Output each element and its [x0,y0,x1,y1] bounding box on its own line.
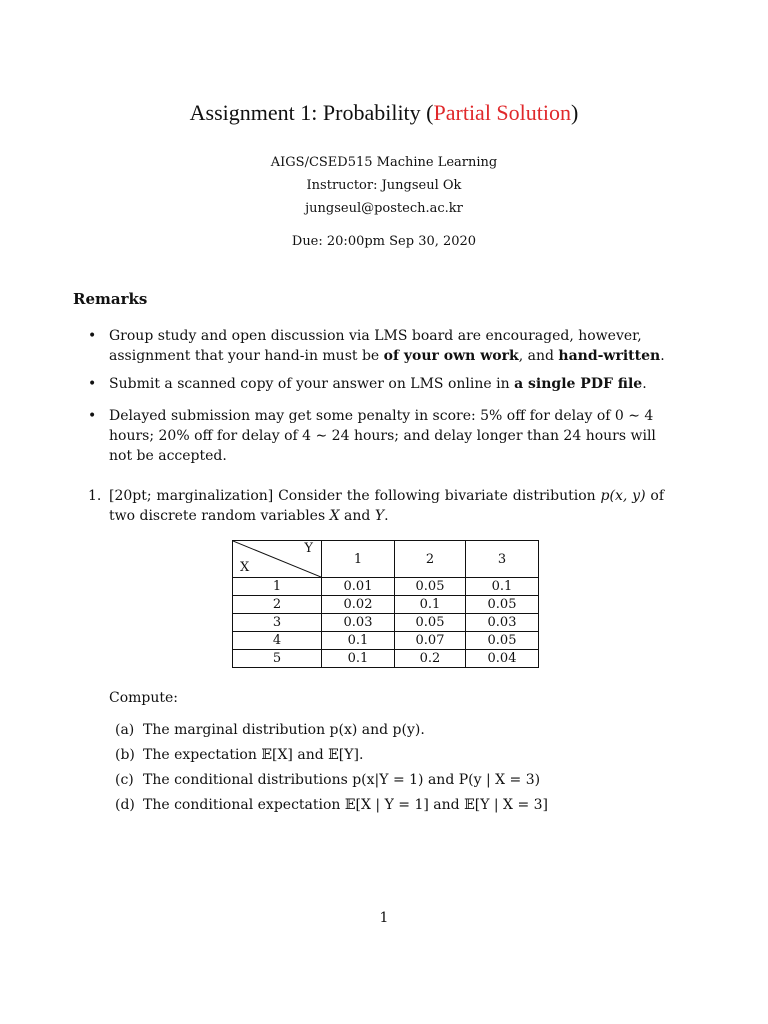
bullet-icon: • [88,376,97,392]
table-row [233,650,539,668]
row-header: 2 [233,596,322,614]
remarks-heading: Remarks [73,290,148,308]
column-header: 3 [466,541,539,578]
subquestion-a: (a) The marginal distribution p(x) and p(y). [115,722,425,738]
table-cell: 0.04 [466,650,539,668]
partial-solution-label: Partial Solution [433,100,571,125]
corner-y-label: Y [304,541,313,556]
distribution-table [232,540,539,668]
question-number: 1. [88,488,102,504]
column-header: 1 [322,541,395,578]
table-cell: 0.1 [322,650,395,668]
table-cell: 0.05 [466,632,539,650]
table-cell: 0.2 [395,650,466,668]
bullet-icon: • [88,328,97,344]
document-title: Assignment 1: Probability (Partial Solution) [189,100,579,125]
table-cell: 0.1 [466,578,539,596]
subquestion-d: (d) The conditional expectation 𝔼[X | Y = 1] and 𝔼[Y | X = 3] [115,797,549,813]
table-cell: 0.05 [395,614,466,632]
subquestion-c: (c) The conditional distributions p(x|Y = 1) and P(y | X = 3) [115,772,541,788]
table-cell: 0.1 [322,632,395,650]
table-cell: 0.03 [466,614,539,632]
table-cell: 0.02 [322,596,395,614]
table-cell: 0.1 [395,596,466,614]
table-cell: 0.01 [322,578,395,596]
instructor-email: jungseul@postech.ac.kr [305,201,463,216]
compute-label: Compute: [109,690,179,706]
bullet-icon: • [88,408,97,424]
column-header: 2 [395,541,466,578]
row-header: 5 [233,650,322,668]
document-page: Assignment 1: Probability (Partial Solution) AIGS/CSED515 Machine Learning Instructor: Jungseul Ok jungseul@postech.ac.kr Due: 20:00pm Sep 30, 2020 Remarks • Group study and open discussion via LMS board are encouraged, however, assignment that your hand-in must be of your own work, and hand-written. • Submit a scanned copy of your answer on LMS online in a single PDF file. • Delayed submission may get some penalty in score: 5% off for delay of 0 ∼ 4 hours; 20% off for delay of 4 ∼ 24 hours; and delay longer than 24 hours will not be accepted. 1. [20pt; marginalization] Consider the following bivariate distribution p(x, y) of two discrete random variables X and Y. Y X 1 2 3 1 0.01 0.05 0.1 2 0.02 0.1 0.05 3 0.03 0.05 0.03 4 0.1 0.07 0.05 5 0.1 0.2 0.04 Compute: (a) The marginal distribution p(x) and p(y). (b) The expectation 𝔼[X] and 𝔼[Y]. (c) The conditional distributions p(x|Y = 1) and P(y | X = 3) (d) The conditional expectation 𝔼[X | Y = 1] and 𝔼[Y | X = 3] 1 [0,0,768,1024]
table-cell: 0.07 [395,632,466,650]
table-cell: 0.03 [322,614,395,632]
table-row [233,614,539,632]
table-row [233,632,539,650]
question-text: [20pt; marginalization] Consider the following bivariate distribution p(x, y) of two discrete random variables X and Y. [109,488,665,524]
corner-x-label: X [240,560,250,575]
table-header-row [233,541,539,578]
table-row [233,578,539,596]
table-cell: 0.05 [466,596,539,614]
instructor: Instructor: Jungseul Ok [306,178,462,193]
table-cell: 0.05 [395,578,466,596]
row-header: 3 [233,614,322,632]
page-number: 1 [379,910,389,926]
table-corner-cell [233,541,322,578]
due-date: Due: 20:00pm Sep 30, 2020 [291,234,477,249]
course-name: AIGS/CSED515 Machine Learning [270,155,498,170]
subquestion-b: (b) The expectation 𝔼[X] and 𝔼[Y]. [115,747,364,763]
row-header: 4 [233,632,322,650]
row-header: 1 [233,578,322,596]
table-row [233,596,539,614]
